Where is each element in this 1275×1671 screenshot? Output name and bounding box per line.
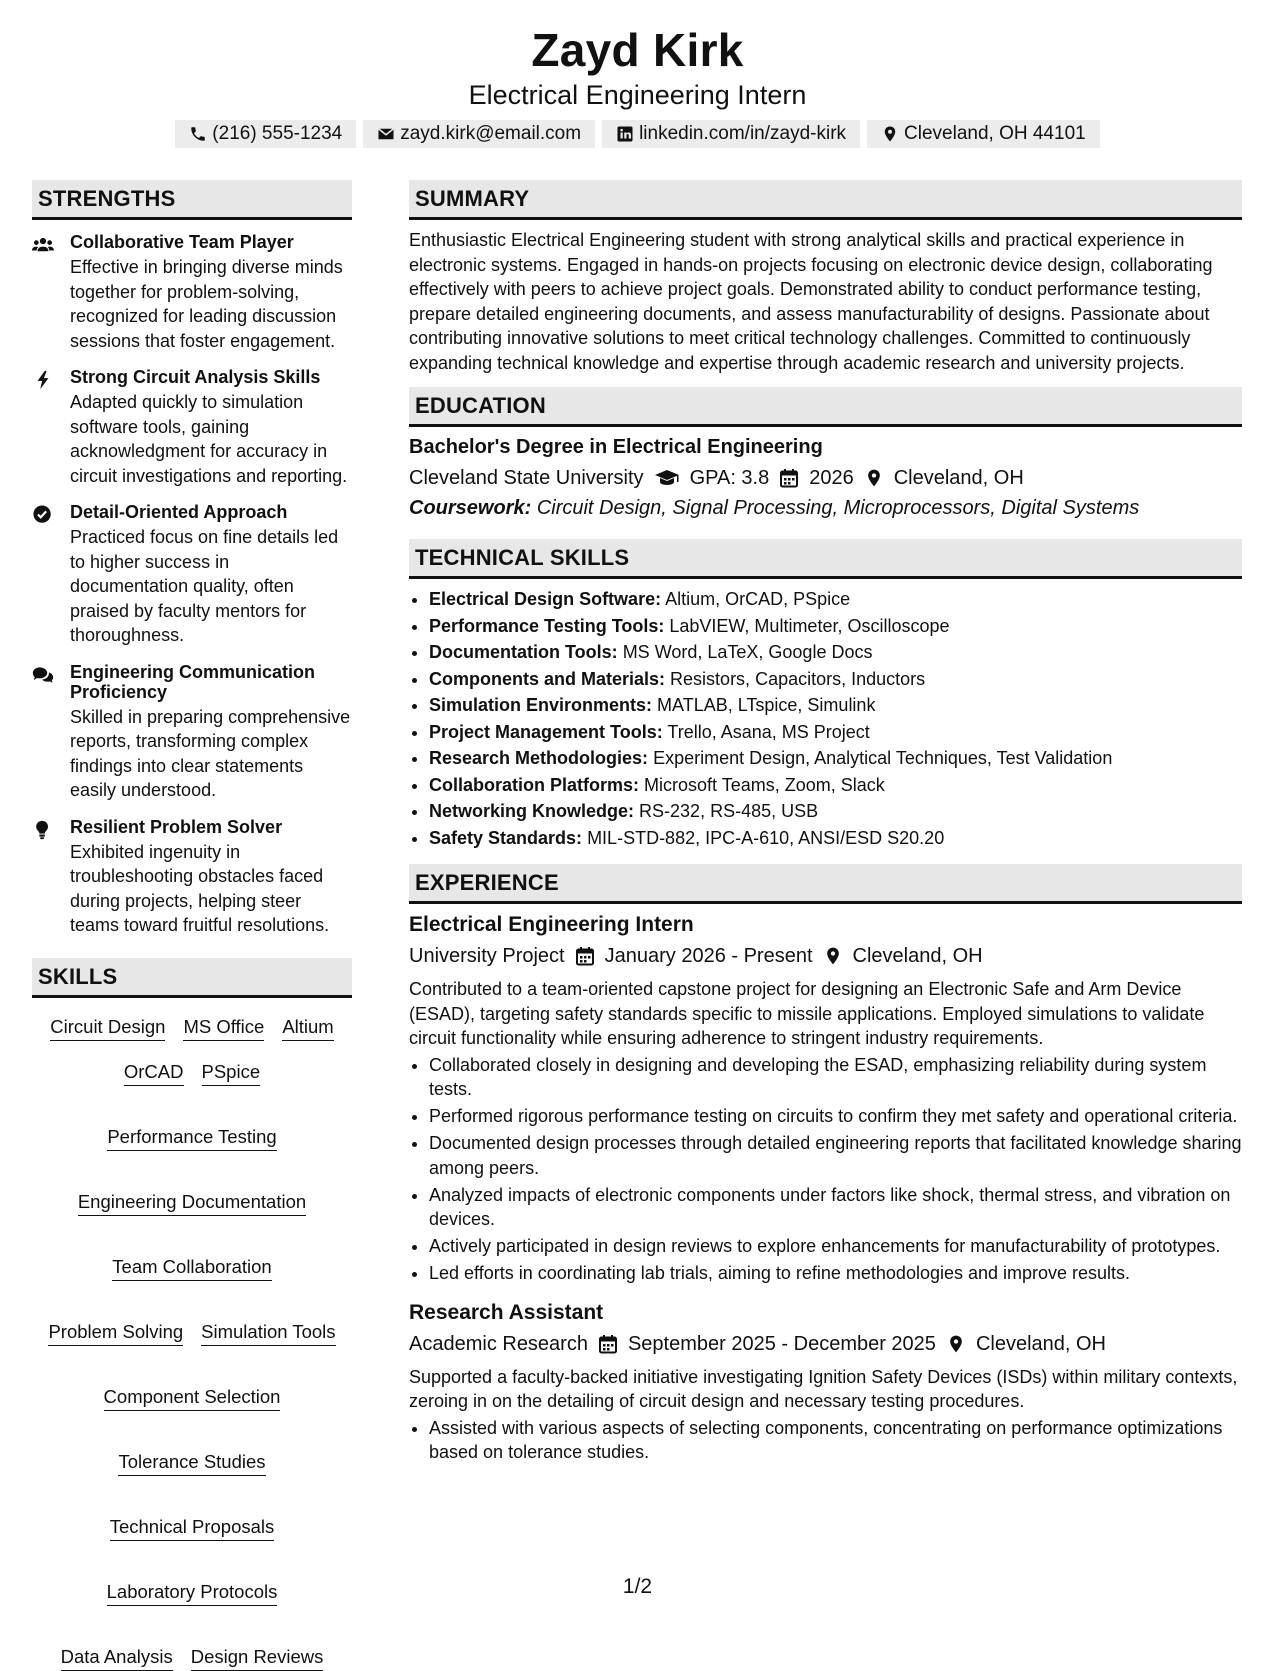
strength-title: Detail-Oriented Approach [70, 502, 288, 522]
job-meta [409, 1331, 1242, 1357]
job-summary: Contributed to a team-oriented capstone project for designing an Electronic Safe and Arm Device (ESAD), targeting safety standards specific to missile applications. Employed simulations to validate circuit functionality while ensuring adherence to stringent industry requirements. [409, 979, 1205, 1048]
list-item: • Led efforts in coordinating lab trials, aiming to refine methodologies and improve results. [429, 1261, 1242, 1286]
bolt-icon [32, 370, 54, 390]
resume-header [0, 0, 1275, 148]
strength-title: Engineering Communication Proficiency [70, 661, 316, 702]
job-meta [409, 943, 1242, 969]
contact-email[interactable] [363, 120, 595, 148]
comments-icon [32, 665, 54, 685]
strength-desc: Exhibited ingenuity in troubleshooting obstacles faced during projects, helping steer teams toward fruitful resolutions. [70, 841, 330, 935]
strength-item [32, 817, 352, 938]
list-item: • Electrical Design Software: Altium, OrCAD, PSpice [429, 587, 1242, 612]
list-item: • Performance Testing Tools: LabVIEW, Multimeter, Oscilloscope [429, 614, 1242, 639]
list-item: • Assisted with various aspects of selecting components, concentrating on performance optimizations based on tolerance studies. [429, 1416, 1242, 1465]
strength-desc: Effective in bringing diverse minds together for problem-solving, recognized for leading discussion sessions that foster engagement. [70, 257, 343, 351]
lightbulb-icon [32, 820, 54, 840]
strength-item [32, 232, 352, 353]
skill-tag: Technical Proposals [110, 1516, 275, 1541]
degree-title: Bachelor's Degree in Electrical Engineering [409, 436, 823, 458]
email-text[interactable]: zayd.kirk@email.com [400, 123, 582, 144]
job-location: Cleveland, OH [852, 945, 983, 967]
list-item: • Research Methodologies: Experiment Design, Analytical Techniques, Test Validation [429, 746, 1242, 771]
skill-tag: Tolerance Studies [118, 1451, 265, 1476]
summary-text: Enthusiastic Electrical Engineering student with strong analytical skills and practical experience in electronic systems. Engaged in hands-on projects focusing on electronic device design, collaborating effectively with peers to achieve project goals. Demonstrated ability to conduct performance testing, prepare detailed engineering documents, and assess manufacturability of designs. Passionate about contributing innovative solutions to meet critical technology challenges. Committed to continuously expanding technical knowledge and expertise through academic research and university projects. [409, 230, 1213, 373]
contact-location [867, 120, 1100, 148]
technical-skills-heading: TECHNICAL SKILLS [409, 539, 1242, 579]
list-item: • Analyzed impacts of electronic components under factors like shock, thermal stress, and vibration on devices. [429, 1183, 1242, 1232]
gpa: GPA: 3.8 [689, 467, 770, 489]
phone-icon [189, 125, 207, 143]
skill-tag: Problem Solving [48, 1321, 183, 1346]
map-pin-icon [823, 946, 843, 966]
map-pin-icon [881, 125, 899, 143]
graduation-year: 2026 [809, 467, 854, 489]
coursework-list: Circuit Design, Signal Processing, Microprocessors, Digital Systems [536, 497, 1140, 519]
strength-desc: Practiced focus on fine details led to higher success in documentation quality, often praised by faculty mentors for thoroughness. [70, 527, 339, 645]
calendar-icon [598, 1334, 618, 1354]
users-icon [32, 235, 54, 255]
map-pin-icon [946, 1334, 966, 1354]
strength-item [32, 662, 352, 803]
skill-tag: Altium [282, 1016, 333, 1041]
education-meta [409, 465, 1242, 491]
job-dates: September 2025 - December 2025 [627, 1332, 936, 1355]
school-name: Cleveland State University [409, 467, 644, 489]
linkedin-icon [616, 125, 634, 143]
map-pin-icon [864, 468, 884, 488]
strength-title: Collaborative Team Player [70, 232, 294, 252]
skill-tag: Circuit Design [50, 1016, 165, 1041]
page-number: 1/2 [622, 1575, 653, 1598]
skill-tag: Simulation Tools [201, 1321, 335, 1346]
calendar-icon [779, 468, 799, 488]
skills-heading: SKILLS [32, 958, 352, 998]
experience-heading: EXPERIENCE [409, 864, 1242, 904]
strength-item [32, 502, 352, 648]
list-item: • Project Management Tools: Trello, Asana, MS Project [429, 720, 1242, 745]
skill-tag: PSpice [202, 1061, 261, 1086]
candidate-name: Zayd Kirk [531, 24, 744, 76]
job-location: Cleveland, OH [975, 1332, 1106, 1355]
skill-tag: Design Reviews [191, 1646, 324, 1671]
list-item: • Networking Knowledge: RS-232, RS-485, USB [429, 799, 1242, 824]
education-heading: EDUCATION [409, 387, 1242, 427]
envelope-icon [377, 125, 395, 143]
strength-item [32, 367, 352, 488]
job-title: Electrical Engineering Intern [409, 913, 694, 936]
skill-tag: Engineering Documentation [78, 1191, 306, 1216]
location-text: Cleveland, OH 44101 [904, 123, 1086, 144]
strength-title: Strong Circuit Analysis Skills [70, 367, 321, 387]
job-dates: January 2026 - Present [604, 945, 813, 967]
skill-tag: Performance Testing [107, 1126, 276, 1151]
coursework [409, 495, 1242, 521]
candidate-title: Electrical Engineering Intern [468, 80, 807, 110]
technical-skills-list [409, 587, 1242, 850]
job-entry [409, 912, 1242, 1286]
coursework-label: Coursework: [409, 497, 532, 519]
phone-text: (216) 555-1234 [212, 123, 343, 144]
calendar-icon [575, 946, 595, 966]
job-bullets [409, 1416, 1242, 1465]
strength-desc: Skilled in preparing comprehensive reports, transforming complex findings into clear statements easily understood. [70, 706, 351, 800]
job-summary: Supported a faculty-backed initiative investigating Ignition Safety Devices (ISDs) within military contexts, zeroing in on the detailing of circuit design and necessary testing procedures. [409, 1366, 1238, 1411]
list-item: • Safety Standards: MIL-STD-882, IPC-A-610, ANSI/ESD S20.20 [429, 826, 1242, 851]
left-column [32, 180, 352, 1671]
job-org: University Project [409, 945, 565, 967]
list-item: • Documentation Tools: MS Word, LaTeX, Google Docs [429, 640, 1242, 665]
list-item: • Simulation Environments: MATLAB, LTspice, Simulink [429, 693, 1242, 718]
list-item: • Components and Materials: Resistors, Capacitors, Inductors [429, 667, 1242, 692]
contact-phone [175, 120, 356, 148]
strength-desc: Adapted quickly to simulation software tools, gaining acknowledgment for accuracy in circuit investigations and reporting. [70, 392, 348, 486]
graduation-cap-icon [654, 468, 680, 488]
list-item: • Collaboration Platforms: Microsoft Teams, Zoom, Slack [429, 773, 1242, 798]
job-bullets [409, 1053, 1242, 1286]
strength-title: Resilient Problem Solver [70, 816, 283, 837]
strengths-list [32, 228, 352, 938]
skill-tag: Team Collaboration [112, 1256, 271, 1281]
contact-bar [0, 120, 1275, 148]
contact-linkedin[interactable] [602, 120, 860, 148]
list-item: • Performed rigorous performance testing on circuits to confirm they met safety and operational criteria. [429, 1104, 1242, 1129]
list-item: • Collaborated closely in designing and developing the ESAD, emphasizing reliability during system tests. [429, 1053, 1242, 1102]
skill-tag: MS Office [183, 1016, 264, 1041]
skill-tag: OrCAD [124, 1061, 184, 1086]
strengths-heading: STRENGTHS [32, 180, 352, 220]
skills-list [32, 1006, 352, 1671]
skill-tag: Data Analysis [61, 1646, 173, 1671]
skill-tag: Component Selection [104, 1386, 281, 1411]
job-title: Research Assistant [409, 1300, 604, 1324]
job-org: Academic Research [409, 1332, 588, 1355]
linkedin-text[interactable]: linkedin.com/in/zayd-kirk [639, 123, 847, 144]
education-location: Cleveland, OH [893, 467, 1024, 489]
list-item: • Documented design processes through detailed engineering reports that facilitated knowledge sharing among peers. [429, 1131, 1242, 1180]
job-entry [409, 1300, 1242, 1465]
skill-tag: Laboratory Protocols [107, 1581, 278, 1606]
right-column [409, 180, 1242, 1479]
check-circle-icon [32, 505, 54, 525]
summary-heading: SUMMARY [409, 180, 1242, 220]
list-item: • Actively participated in design reviews to explore enhancements for manufacturability of prototypes. [429, 1234, 1242, 1259]
